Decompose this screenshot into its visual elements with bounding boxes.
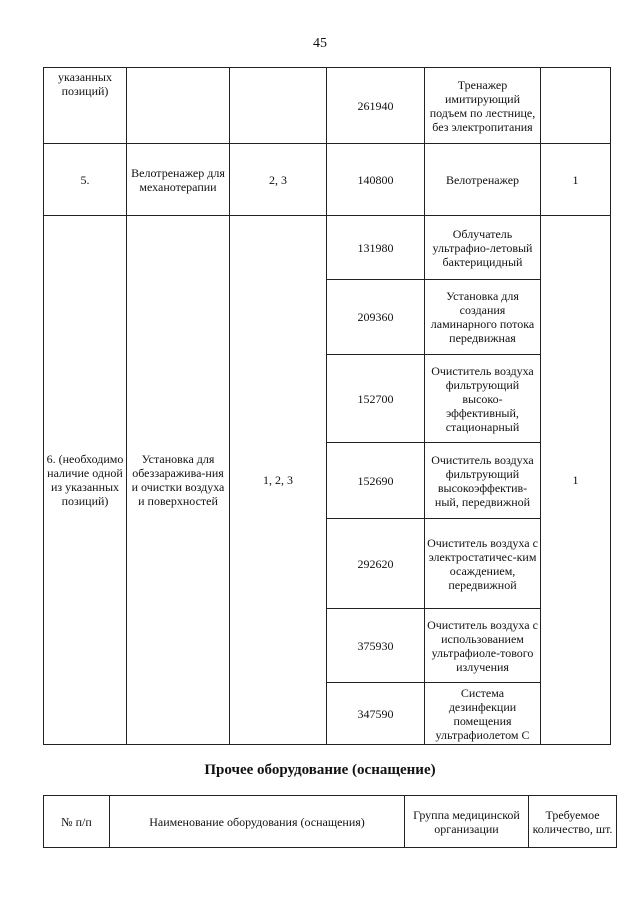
table-row <box>44 68 611 144</box>
row-number-cell: 6. (необходимо наличие одной из указанных позиций) <box>44 216 127 745</box>
org-group-cell: 2, 3 <box>230 144 327 216</box>
code-cell: 152700 <box>327 355 425 443</box>
code-cell: 131980 <box>327 216 425 280</box>
header-equipment-name: Наименование оборудования (оснащения) <box>110 796 405 848</box>
table-header-row <box>44 796 617 848</box>
table-row <box>44 144 611 216</box>
header-org-group: Группа медицинской организации <box>405 796 529 848</box>
code-cell: 140800 <box>327 144 425 216</box>
code-cell: 261940 <box>327 68 425 144</box>
other-equipment-table <box>43 795 617 848</box>
quantity-cell: 1 <box>541 144 611 216</box>
equipment-type-cell: Установка для обеззаражива-ния и очистки воздуха и поверхностей <box>127 216 230 745</box>
section-title: Прочее оборудование (оснащение) <box>204 762 436 778</box>
row-number-cell: указанных позиций) <box>44 68 127 144</box>
equipment-name-cell: Очиститель воздуха с использованием ультрафиоле-тового излучения <box>425 609 541 683</box>
quantity-cell <box>541 68 611 144</box>
equipment-name-cell: Очиститель воздуха с электростатичес-ким осаждением, передвижной <box>425 519 541 609</box>
equipment-name-cell: Очиститель воздуха фильтрующий высоко-эффективный, стационарный <box>425 355 541 443</box>
quantity-cell: 1 <box>541 216 611 745</box>
equipment-name-cell: Очиститель воздуха фильтрующий высокоэффектив-ный, передвижной <box>425 443 541 519</box>
code-cell: 209360 <box>327 280 425 355</box>
equipment-name-cell: Велотренажер <box>425 144 541 216</box>
org-group-cell: 1, 2, 3 <box>230 216 327 745</box>
header-quantity: Требуемое количество, шт. <box>529 796 617 848</box>
equipment-type-cell: Велотренажер для механотерапии <box>127 144 230 216</box>
equipment-name-cell: Установка для создания ламинарного потока передвижная <box>425 280 541 355</box>
equipment-table <box>43 67 611 745</box>
row-number-cell: 5. <box>44 144 127 216</box>
header-number: № п/п <box>44 796 110 848</box>
code-cell: 152690 <box>327 443 425 519</box>
code-cell: 347590 <box>327 683 425 745</box>
equipment-name-cell: Тренажер имитирующий подъем по лестнице, без электропитания <box>425 68 541 144</box>
equipment-name-cell: Система дезинфекции помещения ультрафиолетом С <box>425 683 541 745</box>
equipment-name-cell: Облучатель ультрафио-летовый бактерицидный <box>425 216 541 280</box>
code-cell: 292620 <box>327 519 425 609</box>
table-row <box>44 216 611 280</box>
code-cell: 375930 <box>327 609 425 683</box>
equipment-type-cell <box>127 68 230 144</box>
page-number: 45 <box>313 36 327 51</box>
org-group-cell <box>230 68 327 144</box>
